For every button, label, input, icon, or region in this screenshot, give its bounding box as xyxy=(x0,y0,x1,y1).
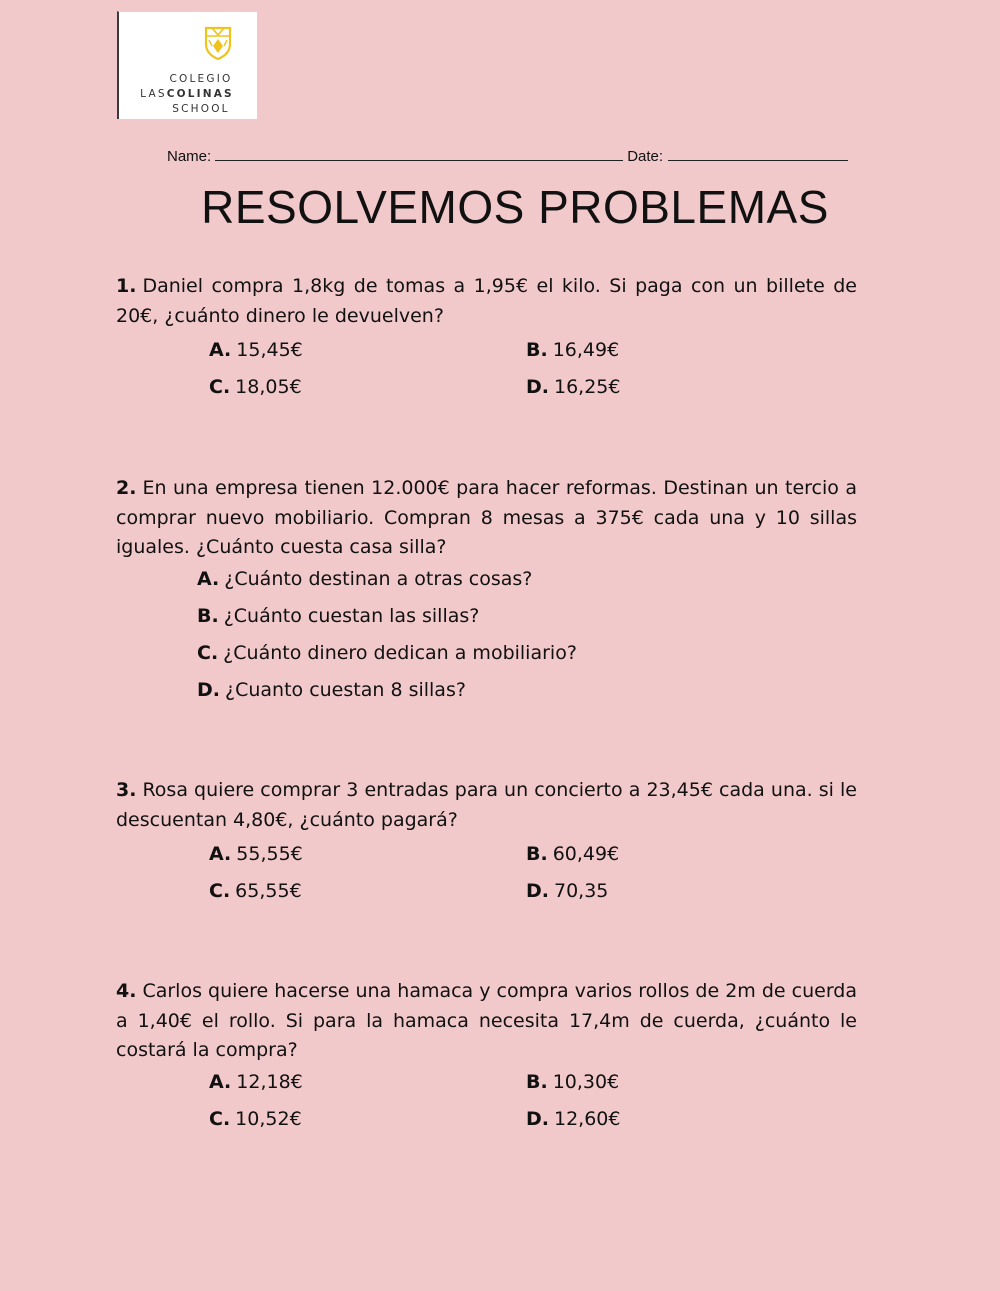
q3-option-c[interactable] xyxy=(209,880,302,902)
date-field[interactable] xyxy=(668,148,848,161)
question-text: Rosa quiere comprar 3 entradas para un concierto a 23,45€ cada una. si le descuentan 4,80€, ¿cuánto pagará? xyxy=(116,779,857,831)
school-logo xyxy=(117,11,257,119)
option-text: ¿Cuánto cuestan las sillas? xyxy=(223,605,480,627)
option-text: 16,49€ xyxy=(552,339,620,361)
q1-option-a[interactable] xyxy=(209,339,303,361)
option-letter: A. xyxy=(209,339,232,361)
option-text: ¿Cuanto cuestan 8 sillas? xyxy=(225,679,466,701)
option-text: 12,60€ xyxy=(554,1108,621,1130)
page-title: RESOLVEMOS PROBLEMAS xyxy=(201,181,829,233)
question-text: Daniel compra 1,8kg de tomas a 1,95€ el kilo. Si paga con un billete de 20€, ¿cuánto dinero le devuelven? xyxy=(116,275,857,327)
option-text: 18,05€ xyxy=(235,376,302,398)
question-number: 2. xyxy=(116,477,137,499)
option-letter: C. xyxy=(209,880,231,902)
question-2 xyxy=(116,474,857,563)
option-letter: A. xyxy=(209,843,232,865)
q2-option-b[interactable] xyxy=(197,605,479,627)
option-text: 16,25€ xyxy=(554,376,621,398)
q3-option-a[interactable] xyxy=(209,843,303,865)
option-letter: D. xyxy=(526,1108,549,1130)
logo-text-colinas: COLINAS xyxy=(166,88,234,100)
option-letter: A. xyxy=(209,1071,232,1093)
option-letter: B. xyxy=(526,339,548,361)
q1-option-c[interactable] xyxy=(209,376,302,398)
q1-option-b[interactable] xyxy=(526,339,619,361)
name-field[interactable] xyxy=(215,148,623,161)
question-number: 1. xyxy=(116,275,137,297)
option-letter: D. xyxy=(526,880,549,902)
option-text: 70,35 xyxy=(554,880,609,902)
option-text: ¿Cuánto destinan a otras cosas? xyxy=(224,568,533,590)
option-text: 65,55€ xyxy=(235,880,302,902)
q4-option-b[interactable] xyxy=(526,1071,619,1093)
option-text: 10,52€ xyxy=(235,1108,302,1130)
option-text: ¿Cuánto dinero dedican a mobiliario? xyxy=(223,642,577,664)
school-crest-icon xyxy=(203,26,233,60)
option-text: 55,55€ xyxy=(236,843,303,865)
q3-option-b[interactable] xyxy=(526,843,619,865)
option-letter: B. xyxy=(526,843,548,865)
option-letter: B. xyxy=(197,605,219,627)
question-number: 3. xyxy=(116,779,137,801)
q2-option-d[interactable] xyxy=(197,679,466,701)
q4-option-a[interactable] xyxy=(209,1071,303,1093)
option-letter: C. xyxy=(197,642,219,664)
question-text: Carlos quiere hacerse una hamaca y compra varios rollos de 2m de cuerda a 1,40€ el rollo. Si para la hamaca necesita 17,4m de cuerda, ¿cuánto le costará la compra? xyxy=(116,980,857,1061)
name-date-line xyxy=(167,148,848,165)
option-letter: B. xyxy=(526,1071,548,1093)
option-text: 60,49€ xyxy=(552,843,620,865)
q4-option-d[interactable] xyxy=(526,1108,620,1130)
q2-option-c[interactable] xyxy=(197,642,577,664)
question-1 xyxy=(116,272,857,331)
question-3 xyxy=(116,776,857,835)
date-label: Date: xyxy=(627,148,664,165)
question-text: En una empresa tienen 12.000€ para hacer reformas. Destinan un tercio a comprar nuevo mobiliario. Compran 8 mesas a 375€ cada una y 10 sillas iguales. ¿Cuánto cuesta casa silla? xyxy=(116,477,857,558)
option-text: 12,18€ xyxy=(236,1071,303,1093)
q3-option-d[interactable] xyxy=(526,880,608,902)
option-letter: C. xyxy=(209,376,231,398)
logo-text-colegio: COLEGIO xyxy=(169,73,233,85)
name-label: Name: xyxy=(167,148,212,165)
logo-text-school: SCHOOL xyxy=(172,103,230,115)
option-text: 10,30€ xyxy=(552,1071,620,1093)
option-letter: A. xyxy=(197,568,220,590)
option-letter: D. xyxy=(526,376,549,398)
logo-text-las: LAS xyxy=(140,88,167,100)
q4-option-c[interactable] xyxy=(209,1108,302,1130)
option-letter: D. xyxy=(197,679,220,701)
q1-option-d[interactable] xyxy=(526,376,620,398)
question-number: 4. xyxy=(116,980,137,1002)
q2-option-a[interactable] xyxy=(197,568,532,590)
option-letter: C. xyxy=(209,1108,231,1130)
logo-text-las-colinas xyxy=(117,88,257,100)
option-text: 15,45€ xyxy=(236,339,303,361)
question-4 xyxy=(116,977,857,1066)
